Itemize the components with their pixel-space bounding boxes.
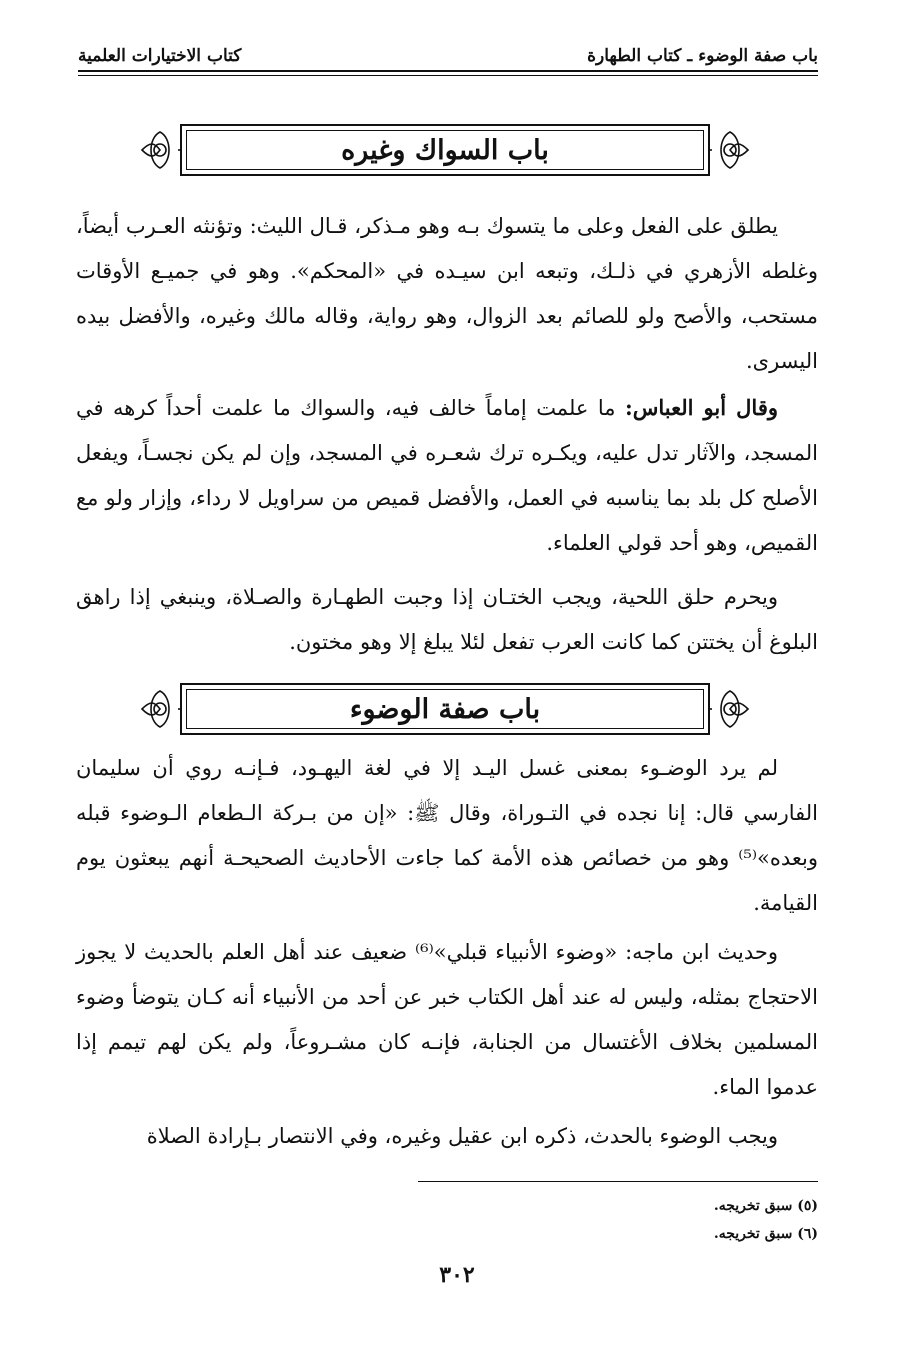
paragraph: ويحرم حلق اللحية، ويجب الختـان إذا وجبت الطهـارة والصـلاة، وينبغي إذا راهق البلوغ أن يختتن كما كانت العرب تفعل لئلا يبلغ إلا وهو مختون. <box>76 585 818 654</box>
paragraph: وقال أبو العباس: ما علمت إماماً خالف فيه، والسواك ما علمت أحداً كرهه في المسجد، والآثار تدل عليه، ويكـره ترك شعـره في المسجد، وإن لم يكن نجسـاً، ويفعل الأصلح كل بلد بما يناسبه في العمل، والأفضل قميص من سراويل لا رداء، وإزار ولو مع القميص، وهو أحد قولي العلماء. <box>76 395 818 555</box>
bold-lead: وقال أبو العباس: <box>624 395 778 420</box>
chapter-title: باب السواك وغيره <box>341 134 549 166</box>
paragraph: يطلق على الفعل وعلى ما يتسوك بـه وهو مـذكر، قـال الليث: وتؤنثه العـرب أيضاً، وغلطه الأزهري في ذلـك، وتبعه ابن سيـده في «المحكم». وهو في جميـع الأوقات مستحب، والأصح ولو للصائم بعد الزوال، وهو رواية، وقاله مالك وغيره، والأفضل بيده اليسرى. <box>76 214 818 373</box>
chapter-title: باب صفة الوضوء <box>349 693 541 725</box>
ornament-icon <box>138 687 182 731</box>
running-header <box>78 32 818 72</box>
page-number: ٣٠٢ <box>439 1262 475 1288</box>
chapter-frame-wudu <box>180 683 710 735</box>
footnote-6: (٦) سبق تخريجه. <box>713 1226 818 1242</box>
paragraph: لم يرد الوضـوء بمعنى غسل اليـد إلا في لغة اليهـود، فـإنـه روي أن سليمان الفارسي قال: إنا نجده في التـوراة، وقال ﷺ: «إن من بـركة الـطعام الـوضوء قبله وبعده»⁽⁵⁾ وهو من خصائص هذه الأمة كما جاءت الأحاديث الصحيحـة أنهم يبعثون يوم القيامة. <box>76 756 818 915</box>
header-left: كتاب الاختيارات العلمية <box>78 46 242 66</box>
header-right: باب صفة الوضوء ـ كتاب الطهارة <box>587 46 818 66</box>
paragraph: ويجب الوضوء بالحدث، ذكره ابن عقيل وغيره، وفي الانتصار بـإرادة الصلاة <box>146 1124 778 1148</box>
chapter-frame-siwak <box>180 124 710 176</box>
paragraph: وحديث ابن ماجه: «وضوء الأنبياء قبلي»⁽⁶⁾ ضعيف عند أهل العلم بالحديث لا يجوز الاحتجاج بمثله، وليس له عند أهل الكتاب خبر عن أحد من الأنبياء أنه كـان يتوضأ وضوء المسلمين بخلاف الأغتسال من الجنابة، فإنـه كان مشـروعاً، ولم يكن لهم تيمم إذا عدموا الماء. <box>76 940 818 1099</box>
ornament-icon <box>708 687 752 731</box>
footnote-5: (٥) سبق تخريجه. <box>713 1198 818 1214</box>
ornament-icon <box>138 128 182 172</box>
footnote-rule <box>418 1181 818 1182</box>
ornament-icon <box>708 128 752 172</box>
